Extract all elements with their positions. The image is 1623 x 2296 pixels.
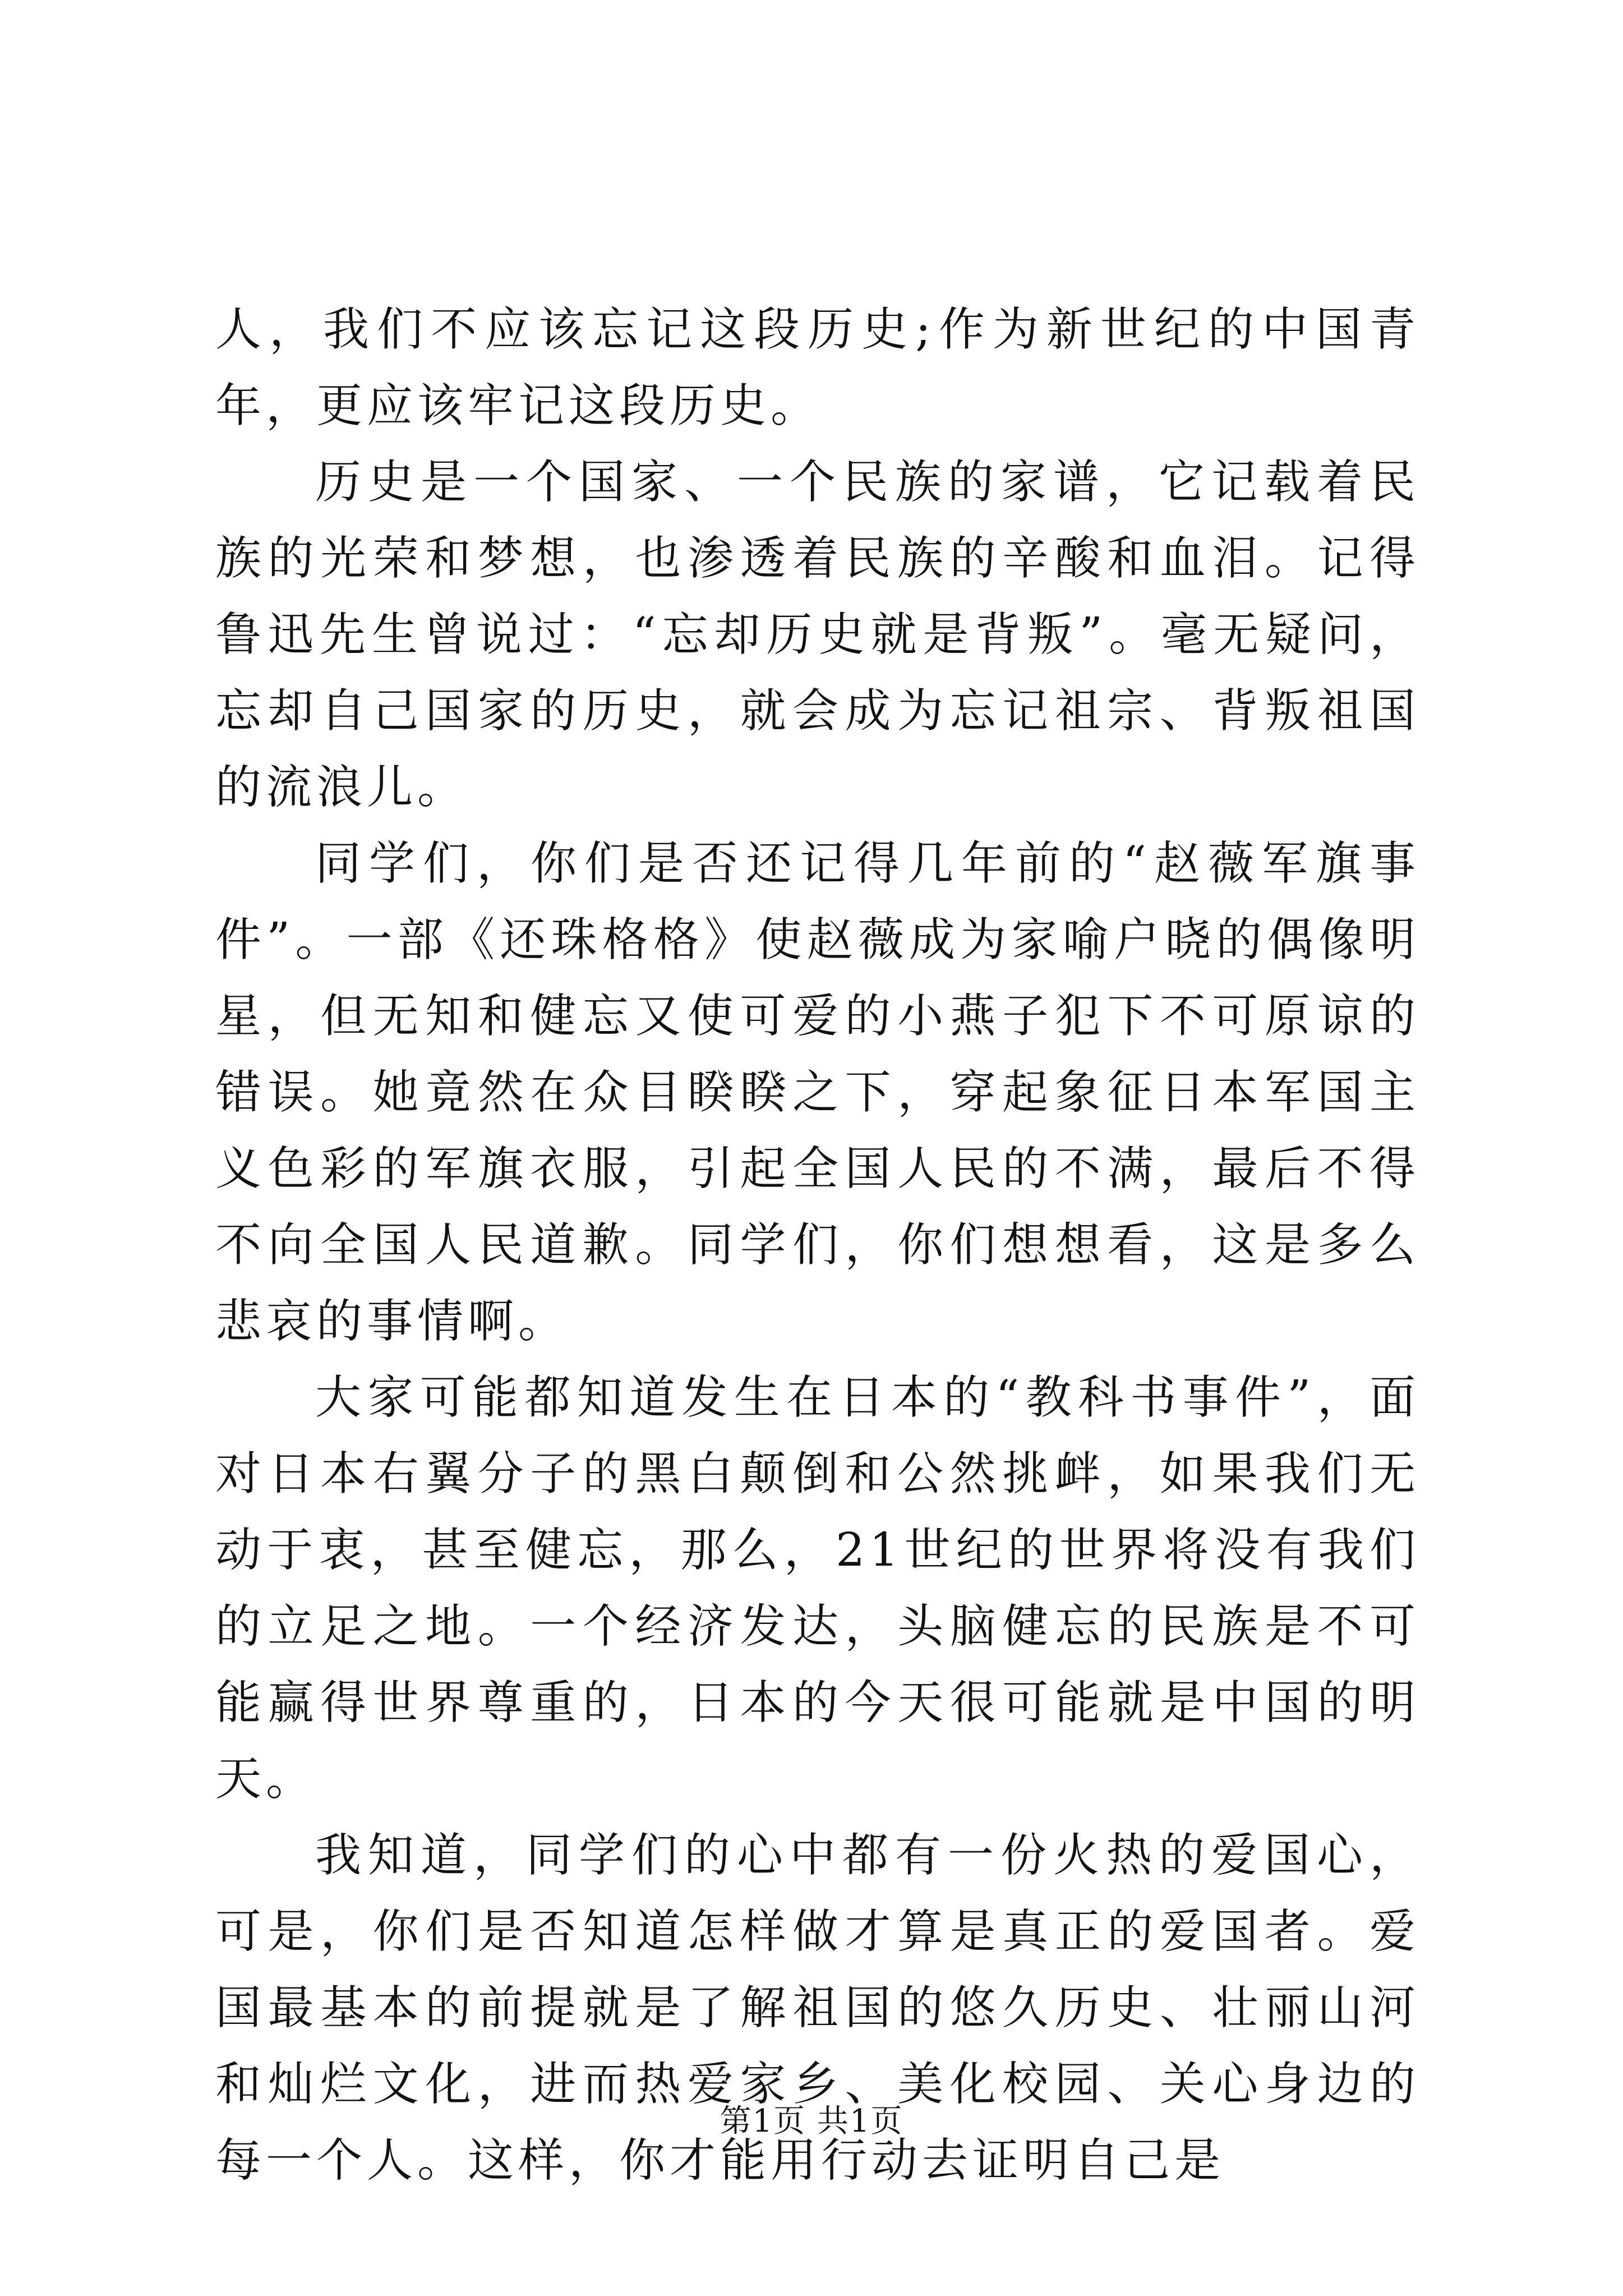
page-footer: 第1页 共1页	[720, 2103, 903, 2139]
paragraph-3: 同学们，你们是否还记得几年前的“赵薇军旗事件”。一部《还珠格格》使赵薇成为家喻户晓的偶像明星，但无知和健忘又使可爱的小燕子犯下不可原谅的错误。她竟然在众目睽睽之下，穿起象征日本军国主义色彩的军旗衣服，引起全国人民的不满，最后不得不向全国人民道歉。同学们，你们想想看，这是多么悲哀的事情啊。	[215, 837, 1420, 1348]
paragraph-4: 大家可能都知道发生在日本的“教科书事件”，面对日本右翼分子的黑白颠倒和公然挑衅，如果我们无动于衷，甚至健忘，那么，21世纪的世界将没有我们的立足之地。一个经济发达，头脑健忘的民族是不可能赢得世界尊重的，日本的今天很可能就是中国的明天。	[215, 1371, 1420, 1806]
paragraph-2: 历史是一个国家、一个民族的家谱，它记载着民族的光荣和梦想，也渗透着民族的辛酸和血泪。记得鲁迅先生曾说过：“忘却历史就是背叛”。毫无疑问，忘却自己国家的历史，就会成为忘记祖宗、背叛祖国的流浪儿。	[215, 455, 1420, 814]
paragraph-5: 我知道，同学们的心中都有一份火热的爱国心，可是，你们是否知道怎样做才算是真正的爱国者。爱国最基本的前提就是了解祖国的悠久历史、壮丽山河和灿烂文化，进而热爱家乡、美化校园、关心身边的每一个人。这样，你才能用行动去证明自己是	[215, 1829, 1420, 2187]
paragraph-1: 人，我们不应该忘记这段历史;作为新世纪的中国青年，更应该牢记这段历史。	[215, 303, 1420, 432]
document-body	[215, 292, 1420, 2199]
